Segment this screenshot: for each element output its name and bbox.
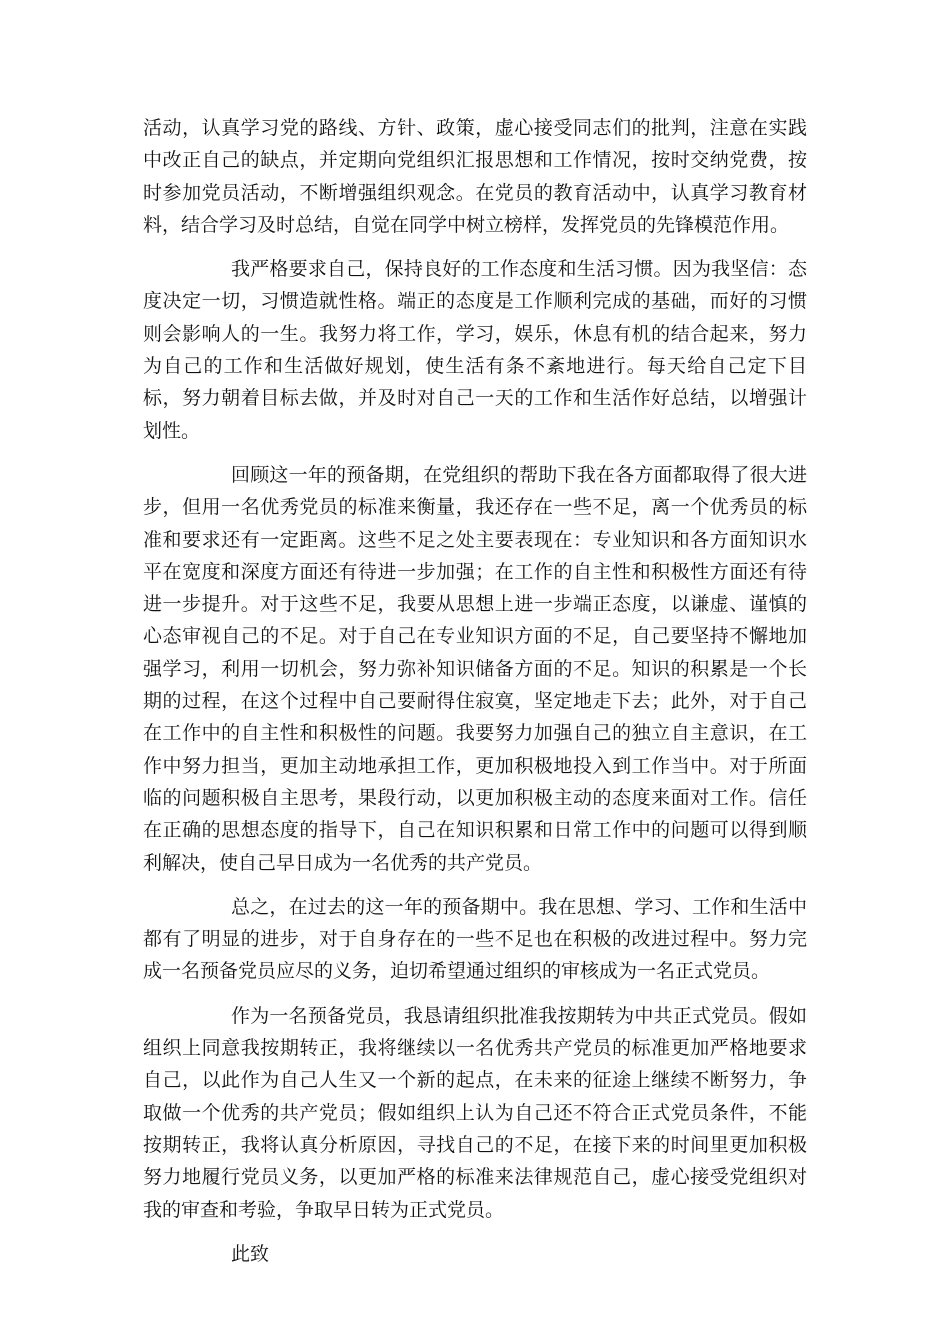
paragraph-5: 作为一名预备党员，我恳请组织批准我按期转为中共正式党员。假如组织上同意我按期转正，我将继续以一名优秀共产党员的标准更加严格地要求自己，以此作为自己人生又一个新的起点，在未来的征途上继续不断努力，争取做一个优秀的共产党员；假如组织上认为自己还不符合正式党员条件，不能按期转正，我将认真分析原因，寻找自己的不足，在接下来的时间里更加积极努力地履行党员义务，以更加严格的标准来法律规范自己，虚心接受党组织对我的审查和考验，争取早日转为正式党员。 [143,1004,807,1221]
paragraph-4: 总之，在过去的这一年的预备期中。我在思想、学习、工作和生活中都有了明显的进步，对于自身存在的一些不足也在积极的改进过程中。努力完成一名预备党员应尽的义务，迫切希望通过组织的审核成为一名正式党员。 [143,895,807,983]
closing-salutation: 此致 [231,1242,270,1265]
paragraph-1: 活动，认真学习党的路线、方针、政策，虚心接受同志们的批判，注意在实践中改正自己的缺点，并定期向党组织汇报思想和工作情况，按时交纳党费，按时参加党员活动，不断增强组织观念。在党员的教育活动中，认真学习教育材料，结合学习及时总结，自觉在同学中树立榜样，发挥党员的先锋模范作用。 [143,117,807,236]
document-body [143,112,807,1282]
paragraph-2: 我严格要求自己，保持良好的工作态度和生活习惯。因为我坚信：态度决定一切，习惯造就性格。端正的态度是工作顺利完成的基础，而好的习惯则会影响人的一生。我努力将工作，学习，娱乐，休息有机的结合起来，努力为自己的工作和生活做好规划，使生活有条不紊地进行。每天给自己定下目标，努力朝着目标去做，并及时对自己一天的工作和生活作好总结，以增强计划性。 [143,258,807,442]
paragraph-3: 回顾这一年的预备期，在党组织的帮助下我在各方面都取得了很大进步，但用一名优秀党员的标准来衡量，我还存在一些不足，离一个优秀员的标准和要求还有一定距离。这些不足之处主要表现在：专业知识和各方面知识水平在宽度和深度方面还有待进一步加强；在工作的自主性和积极性方面还有待进一步提升。对于这些不足，我要从思想上进一步端正态度，以谦虚、谨慎的心态审视自己的不足。对于自己在专业知识方面的不足，自己要坚持不懈地加强学习，利用一切机会，努力弥补知识储备方面的不足。知识的积累是一个长期的过程，在这个过程中自己要耐得住寂寞，坚定地走下去；此外，对于自己在工作中的自主性和积极性的问题。我要努力加强自己的独立自主意识，在工作中努力担当，更加主动地承担工作，更加积极地投入到工作当中。对于所面临的问题积极自主思考，果段行动，以更加积极主动的态度来面对工作。信任在正确的思想态度的指导下，自己在知识积累和日常工作中的问题可以得到顺利解决，使自己早日成为一名优秀的共产党员。 [143,463,807,874]
